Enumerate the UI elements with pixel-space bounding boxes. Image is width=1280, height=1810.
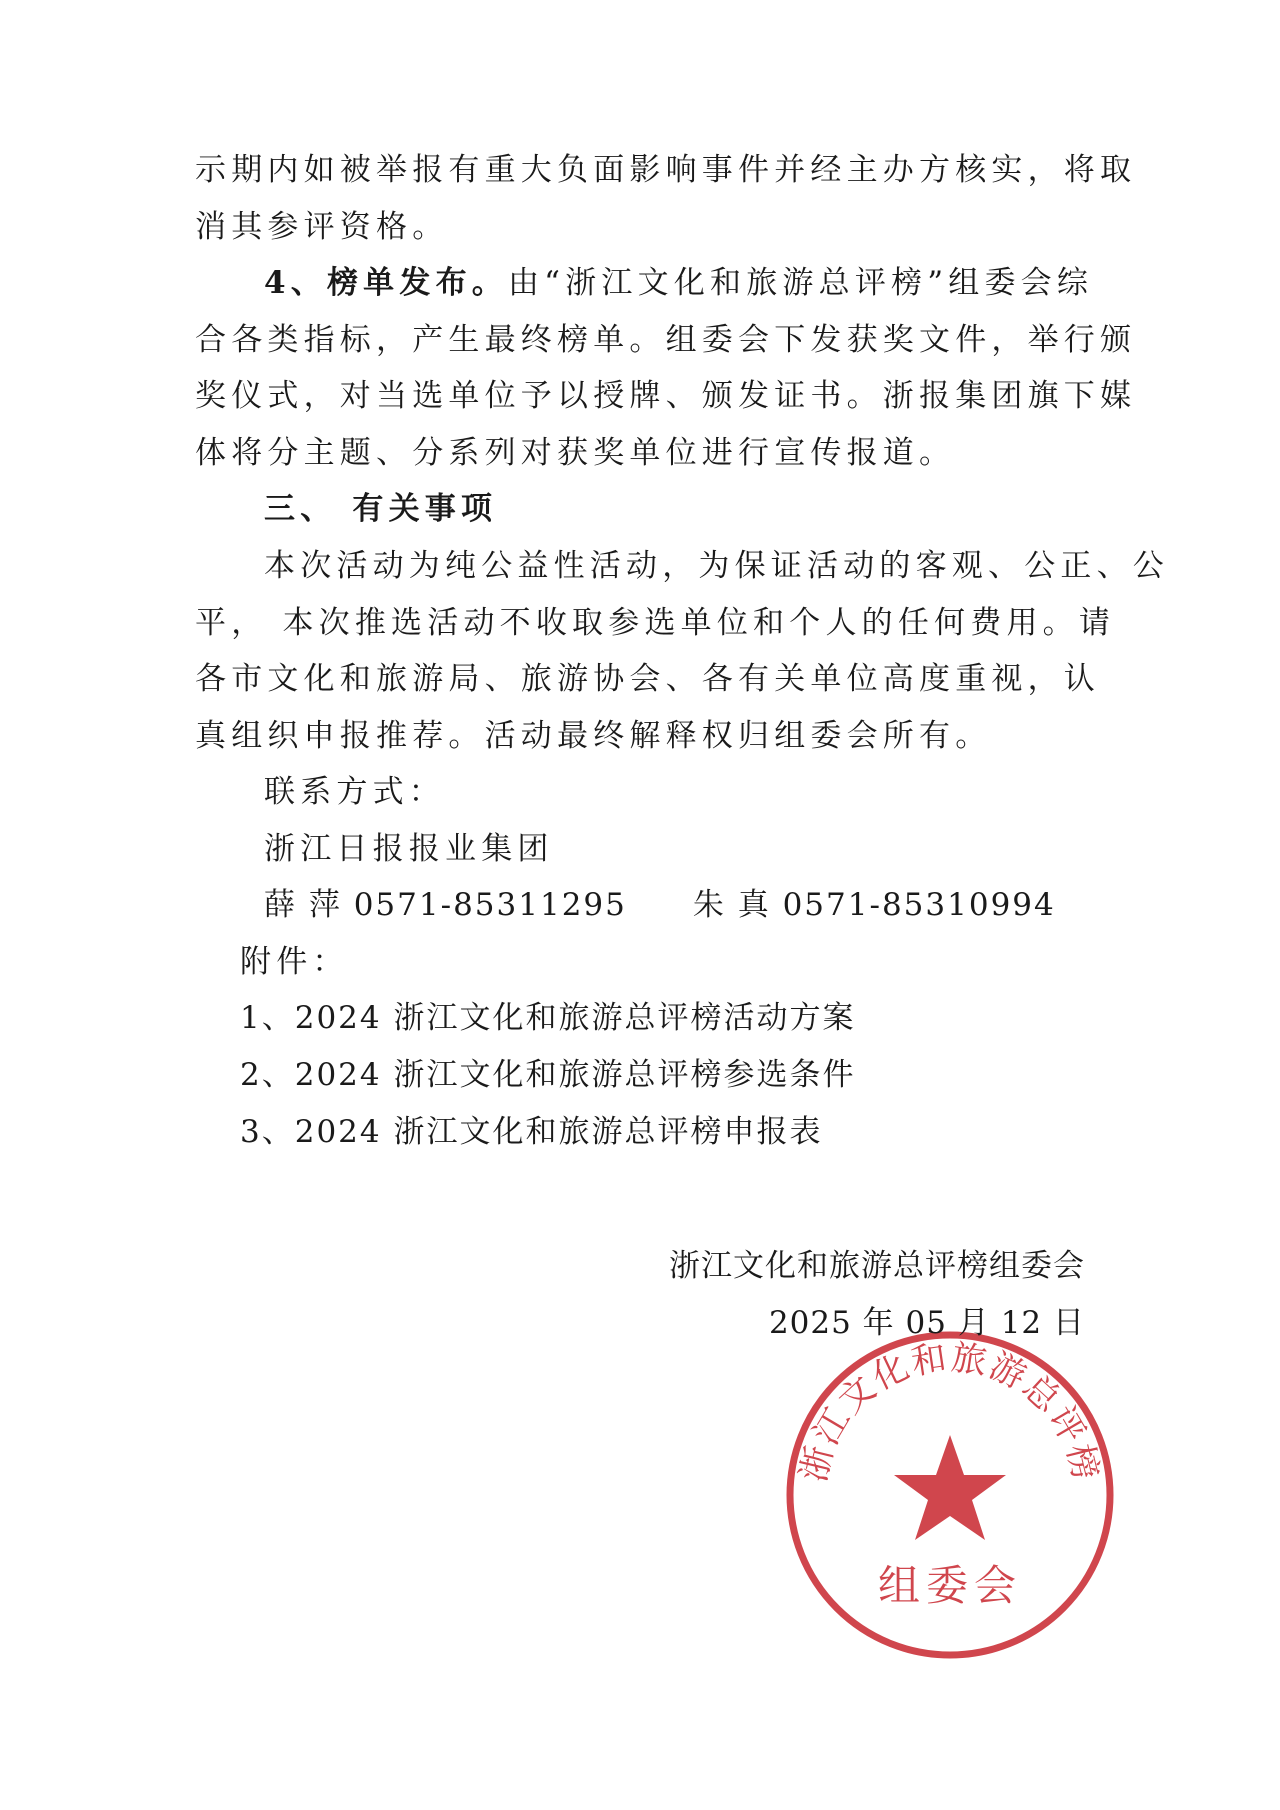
official-seal (780, 1325, 1120, 1665)
paragraph-line: 合各类指标，产生最终榜单。组委会下发获奖文件，举行颁 (195, 322, 1137, 358)
attachment-item: 2、2024 浙江文化和旅游总评榜参选条件 (240, 1057, 856, 1093)
seal-arc-text: 浙江文化和旅游总评榜 (794, 1337, 1106, 1486)
paragraph-line: 示期内如被举报有重大负面影响事件并经主办方核实，将取 (195, 152, 1137, 188)
paragraph-text: 由“浙江文化和旅游总评榜”组委会综 (507, 265, 1094, 301)
paragraph-line: 各市文化和旅游局、旅游协会、各有关单位高度重视，认 (195, 661, 1100, 697)
signature-date: 2025 年 05 月 12 日 (768, 1305, 1085, 1341)
star-icon (894, 1435, 1006, 1540)
attachment-item: 3、2024 浙江文化和旅游总评榜申报表 (240, 1114, 823, 1150)
contact-person-1: 薛 萍 0571-85311295 (264, 887, 627, 923)
paragraph-line: 奖仪式，对当选单位予以授牌、颁发证书。浙报集团旗下媒 (195, 378, 1137, 414)
contact-org: 浙江日报报业集团 (264, 831, 554, 867)
paragraph-line: 消其参评资格。 (195, 209, 449, 245)
paragraph-line: 体将分主题、分系列对获奖单位进行宣传报道。 (195, 435, 956, 471)
contact-label: 联系方式： (264, 774, 445, 810)
attachment-item: 1、2024 浙江文化和旅游总评榜活动方案 (240, 1000, 856, 1036)
section-heading: 三、 有关事项 (264, 491, 498, 527)
seal-bottom-text: 组委会 (877, 1561, 1023, 1610)
contact-persons (264, 887, 1056, 923)
paragraph-line: 真组织申报推荐。活动最终解释权归组委会所有。 (195, 718, 992, 754)
paragraph-line (264, 265, 1093, 301)
attachments-label: 附件： (240, 944, 349, 980)
signature-org: 浙江文化和旅游总评榜组委会 (669, 1248, 1085, 1284)
paragraph-line: 本次活动为纯公益性活动，为保证活动的客观、公正、公 (264, 548, 1169, 584)
contact-person-2: 朱 真 0571-85310994 (692, 887, 1056, 923)
section-label-publish: 4、榜单发布。 (264, 265, 508, 301)
paragraph-line: 平， 本次推选活动不收取参选单位和个人的任何费用。请 (195, 605, 1116, 641)
